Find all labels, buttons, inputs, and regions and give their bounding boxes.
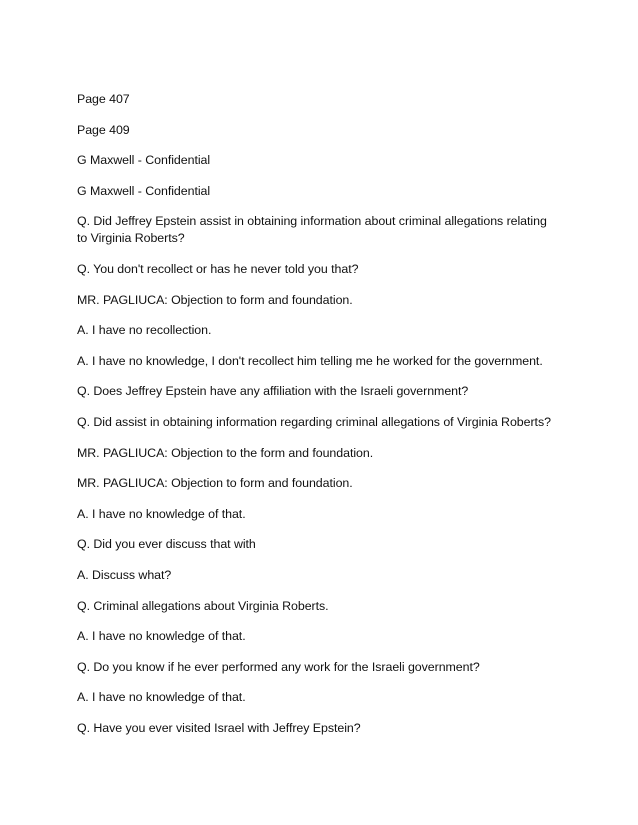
confidentiality-label: G Maxwell - Confidential — [77, 183, 211, 198]
transcript-line: Q. Does Jeffrey Epstein have any affiliation with the Israeli government? — [77, 384, 469, 399]
page-number-label: Page 407 — [77, 92, 130, 106]
transcript-text-block — [77, 91, 557, 750]
transcript-line: A. I have no knowledge of that. — [77, 629, 246, 644]
confidentiality-label: G Maxwell - Confidential — [77, 153, 211, 168]
transcript-line: Q. Have you ever visited Israel with Jeffrey Epstein? — [77, 720, 361, 735]
page-number-label: Page 409 — [77, 122, 130, 137]
transcript-line: MR. PAGLIUCA: Objection to form and foundation. — [77, 476, 353, 491]
transcript-line: A. I have no recollection. — [77, 323, 212, 338]
transcript-line: A. I have no knowledge of that. — [77, 690, 246, 705]
transcript-line: Q. Did assist in obtaining information regarding criminal allegations of Virginia Roberts? — [77, 414, 551, 429]
transcript-line: Q. Did you ever discuss that with — [77, 537, 256, 552]
transcript-line: Q. Criminal allegations about Virginia Roberts. — [77, 598, 329, 613]
transcript-line: A. I have no knowledge of that. — [77, 506, 246, 521]
transcript-line: MR. PAGLIUCA: Objection to form and foundation. — [77, 292, 353, 307]
transcript-line: A. Discuss what? — [77, 567, 172, 582]
transcript-line: A. I have no knowledge, I don't recollect him telling me he worked for the government. — [77, 353, 543, 368]
transcript-line: MR. PAGLIUCA: Objection to the form and foundation. — [77, 445, 374, 460]
transcript-line: Q. Did Jeffrey Epstein assist in obtaining information about criminal allegations relating to Virginia Roberts? — [77, 214, 547, 246]
transcript-line: Q. Do you know if he ever performed any work for the Israeli government? — [77, 659, 480, 674]
transcript-line: Q. You don't recollect or has he never told you that? — [77, 261, 359, 276]
